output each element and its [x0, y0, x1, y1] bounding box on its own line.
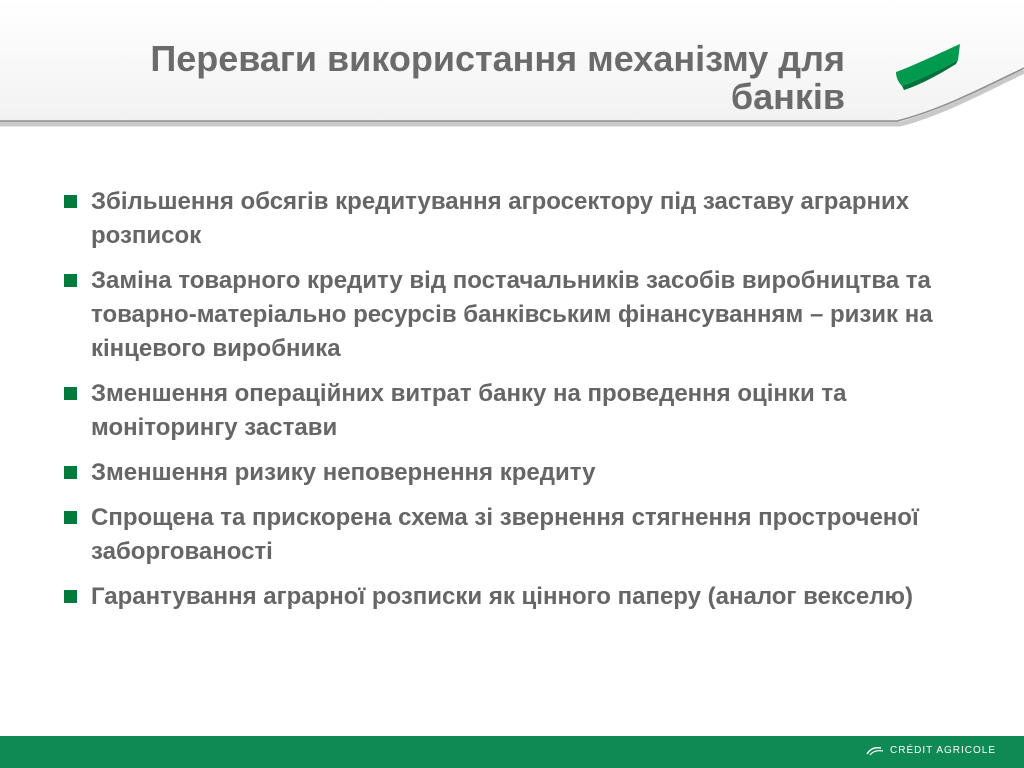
credit-agricole-logo-icon: [866, 745, 884, 757]
square-bullet-icon: [64, 195, 77, 208]
list-item: [62, 501, 962, 569]
footer-bar: [0, 736, 1024, 768]
bullet-text: Збільшення обсягів кредитування агросектору під заставу аграрних розписок: [91, 188, 910, 249]
list-item: [62, 185, 962, 253]
header-band: [0, 0, 1024, 135]
bullet-text: Зменшення ризику неповернення кредиту: [91, 459, 596, 486]
footer-brand: [866, 745, 996, 757]
list-item: [62, 377, 962, 445]
square-bullet-icon: [64, 590, 77, 603]
bullet-content: [62, 185, 962, 625]
square-bullet-icon: [64, 387, 77, 400]
list-item: [62, 580, 962, 614]
list-item: [62, 264, 962, 366]
bullet-text: Зменшення операційних витрат банку на проведення оцінки та моніторингу застави: [91, 380, 847, 441]
bullet-text: Спрощена та прискорена схема зі звернення стягнення простроченої заборгованості: [91, 504, 919, 565]
square-bullet-icon: [64, 274, 77, 287]
square-bullet-icon: [64, 511, 77, 524]
bullet-text: Гарантування аграрної розписки як цінного паперу (аналог векселю): [91, 583, 913, 610]
bullet-list: [62, 185, 962, 614]
list-item: [62, 456, 962, 490]
bullet-text: Заміна товарного кредиту від постачальників засобів виробництва та товарно-матеріально ресурсів банківським фінансуванням – ризик на кінцевого виробника: [91, 267, 933, 362]
green-swoosh-logo-icon: [888, 40, 968, 100]
brand-name: CRÉDIT AGRICOLE: [890, 745, 996, 756]
page-title: Переваги використання механізму для банків: [150, 38, 845, 117]
square-bullet-icon: [64, 466, 77, 479]
